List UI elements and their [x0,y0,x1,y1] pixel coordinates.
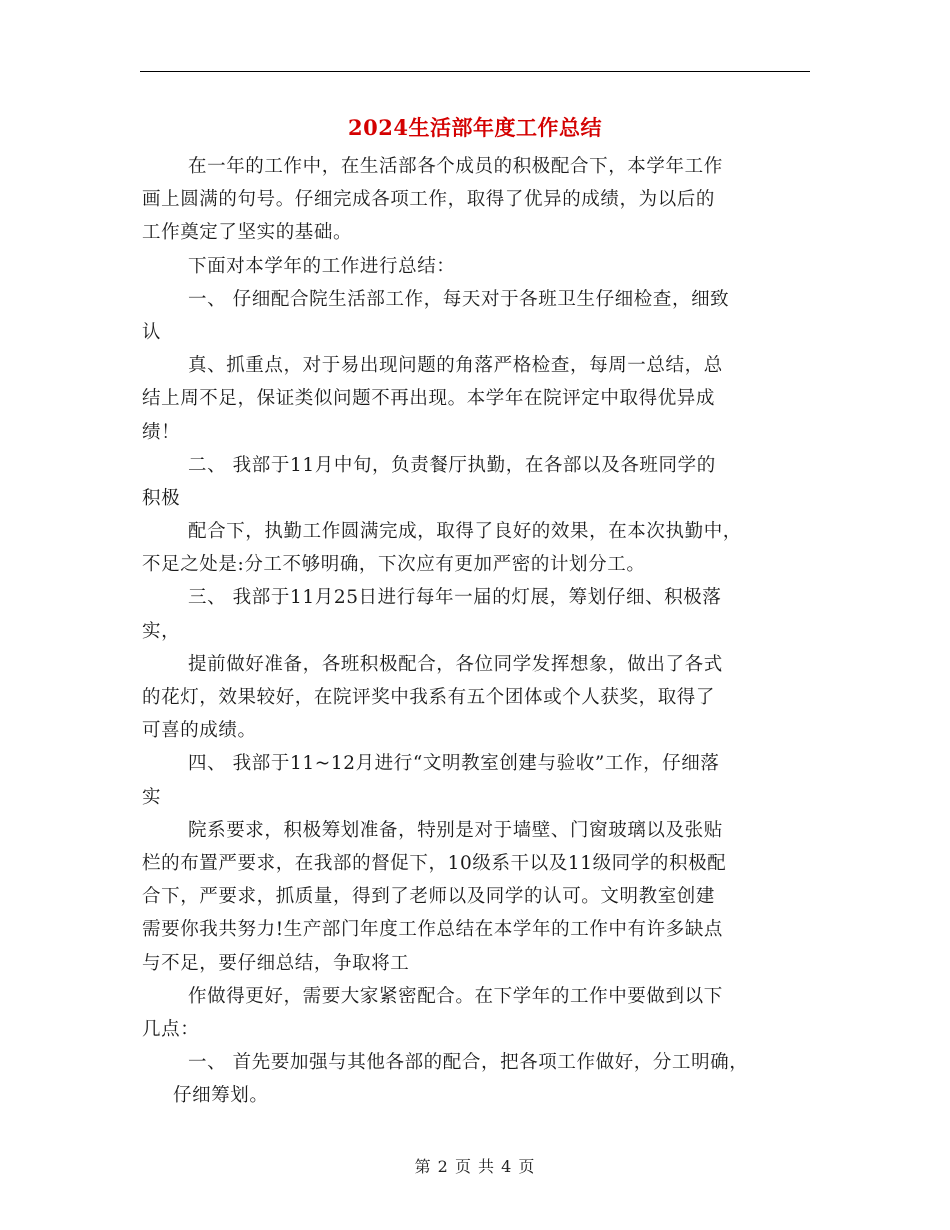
body-line: 提前做好准备，各班积极配合，各位同学发挥想象，做出了各式 [188,653,723,675]
body-line: 结上周不足，保证类似问题不再出现。本学年在院评定中取得优异成 [142,388,716,410]
body-line: 真、抓重点，对于易出现问题的角落严格检查，每周一总结，总 [188,355,723,377]
body-line: 需要你我共努力!生产部门年度工作总结在本学年的工作中有许多缺点 [142,919,724,941]
body-line: 配合下，执勤工作圆满完成，取得了良好的效果，在本次执勤中， [188,521,742,543]
body-line: 画上圆满的句号。仔细完成各项工作，取得了优异的成绩，为以后的 [142,189,716,211]
body-line: 绩！ [142,421,181,443]
body-line: 几点： [142,1018,200,1040]
body-line: 合下，严要求，抓质量，得到了老师以及同学的认可。文明教室创建 [142,886,716,908]
document-body [142,150,814,1112]
body-line: 二、 我部于11月中旬，负责餐厅执勤，在各部以及各班同学的 [188,454,716,476]
body-line: 认 [142,321,162,343]
body-line: 与不足，要仔细总结，争取将工 [142,952,410,974]
body-line: 作做得更好，需要大家紧密配合。在下学年的工作中要做到以下 [188,985,723,1007]
body-line: 实 [142,786,162,808]
page-footer: 第 2 页 共 4 页 [414,1157,536,1176]
body-line: 不足之处是:分工不够明确，下次应有更加严密的计划分工。 [142,554,646,576]
body-line: 实， [142,620,181,642]
body-line: 一、 首先要加强与其他各部的配合，把各项工作做好，分工明确， [188,1052,749,1074]
body-line: 三、 我部于11月25日进行每年一届的灯展，筹划仔细、积极落 [188,587,722,609]
body-line: 四、 我部于11~12月进行“文明教室创建与验收”工作，仔细落 [188,753,720,775]
body-line: 下面对本学年的工作进行总结： [188,255,456,277]
body-line: 的花灯，效果较好，在院评奖中我系有五个团体或个人获奖，取得了 [142,687,716,708]
body-line: 积极 [142,487,181,509]
body-line: 仔细筹划。 [173,1085,269,1107]
body-line: 栏的布置严要求，在我部的督促下，10级系干以及11级同学的积极配 [142,852,727,874]
document-title: 2024生活部年度工作总结 [348,115,602,140]
header-rule [140,71,810,72]
body-line: 院系要求，积极筹划准备，特别是对于墙壁、门窗玻璃以及张贴 [188,819,723,841]
body-line: 可喜的成绩。 [142,720,257,742]
body-line: 一、 仔细配合院生活部工作，每天对于各班卫生仔细检查，细致 [188,288,730,310]
body-line: 在一年的工作中，在生活部各个成员的积极配合下，本学年工作 [188,156,723,177]
body-line: 工作奠定了坚实的基础。 [142,222,353,244]
